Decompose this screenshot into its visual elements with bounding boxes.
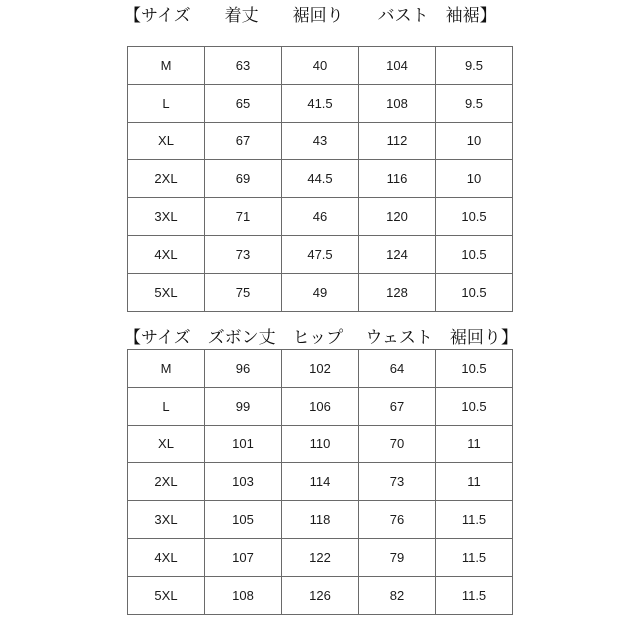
size-cell: M <box>128 47 205 85</box>
value-cell: 11 <box>436 463 513 501</box>
value-cell: 120 <box>359 198 436 236</box>
value-cell: 11 <box>436 425 513 463</box>
value-cell: 10.5 <box>436 198 513 236</box>
value-cell: 107 <box>205 538 282 576</box>
table-row <box>128 122 513 160</box>
size-cell: 5XL <box>128 576 205 614</box>
value-cell: 76 <box>359 501 436 539</box>
value-cell: 73 <box>205 235 282 273</box>
value-cell: 96 <box>205 350 282 388</box>
value-cell: 11.5 <box>436 538 513 576</box>
table-row <box>128 160 513 198</box>
value-cell: 11.5 <box>436 501 513 539</box>
value-cell: 69 <box>205 160 282 198</box>
size-cell: 3XL <box>128 198 205 236</box>
table-row <box>128 538 513 576</box>
size-cell: 2XL <box>128 463 205 501</box>
value-cell: 10.5 <box>436 235 513 273</box>
value-cell: 126 <box>282 576 359 614</box>
value-cell: 108 <box>359 84 436 122</box>
table-row <box>128 501 513 539</box>
value-cell: 10.5 <box>436 350 513 388</box>
value-cell: 104 <box>359 47 436 85</box>
value-cell: 114 <box>282 463 359 501</box>
size-cell: 3XL <box>128 501 205 539</box>
value-cell: 64 <box>359 350 436 388</box>
value-cell: 63 <box>205 47 282 85</box>
value-cell: 124 <box>359 235 436 273</box>
value-cell: 65 <box>205 84 282 122</box>
size-cell: 5XL <box>128 273 205 311</box>
table-row <box>128 198 513 236</box>
size-cell: XL <box>128 122 205 160</box>
value-cell: 103 <box>205 463 282 501</box>
size-cell: M <box>128 350 205 388</box>
table-row <box>128 235 513 273</box>
value-cell: 118 <box>282 501 359 539</box>
value-cell: 73 <box>359 463 436 501</box>
size-cell: 4XL <box>128 235 205 273</box>
value-cell: 102 <box>282 350 359 388</box>
value-cell: 9.5 <box>436 84 513 122</box>
size-cell: 2XL <box>128 160 205 198</box>
value-cell: 79 <box>359 538 436 576</box>
value-cell: 40 <box>282 47 359 85</box>
value-cell: 43 <box>282 122 359 160</box>
table-row <box>128 84 513 122</box>
size-cell: 4XL <box>128 538 205 576</box>
value-cell: 10 <box>436 122 513 160</box>
table-row <box>128 425 513 463</box>
value-cell: 99 <box>205 387 282 425</box>
value-cell: 108 <box>205 576 282 614</box>
value-cell: 41.5 <box>282 84 359 122</box>
value-cell: 47.5 <box>282 235 359 273</box>
value-cell: 9.5 <box>436 47 513 85</box>
size-cell: L <box>128 84 205 122</box>
value-cell: 106 <box>282 387 359 425</box>
value-cell: 44.5 <box>282 160 359 198</box>
top-table-header: 【サイズ 着丈 裾回り バスト 袖裾】 <box>124 6 497 26</box>
value-cell: 82 <box>359 576 436 614</box>
value-cell: 116 <box>359 160 436 198</box>
table-row <box>128 47 513 85</box>
table-row <box>128 463 513 501</box>
value-cell: 71 <box>205 198 282 236</box>
value-cell: 10.5 <box>436 273 513 311</box>
top-size-table <box>127 46 513 312</box>
value-cell: 110 <box>282 425 359 463</box>
value-cell: 105 <box>205 501 282 539</box>
value-cell: 67 <box>359 387 436 425</box>
bottom-table-header: 【サイズ ズボン丈 ヒップ ウェスト 裾回り】 <box>124 328 518 348</box>
size-cell: XL <box>128 425 205 463</box>
value-cell: 128 <box>359 273 436 311</box>
value-cell: 49 <box>282 273 359 311</box>
value-cell: 122 <box>282 538 359 576</box>
value-cell: 101 <box>205 425 282 463</box>
value-cell: 112 <box>359 122 436 160</box>
table-row <box>128 576 513 614</box>
bottom-size-table <box>127 349 513 615</box>
value-cell: 70 <box>359 425 436 463</box>
value-cell: 67 <box>205 122 282 160</box>
size-cell: L <box>128 387 205 425</box>
value-cell: 11.5 <box>436 576 513 614</box>
value-cell: 46 <box>282 198 359 236</box>
value-cell: 10 <box>436 160 513 198</box>
table-row <box>128 273 513 311</box>
value-cell: 75 <box>205 273 282 311</box>
table-row <box>128 350 513 388</box>
value-cell: 10.5 <box>436 387 513 425</box>
table-row <box>128 387 513 425</box>
